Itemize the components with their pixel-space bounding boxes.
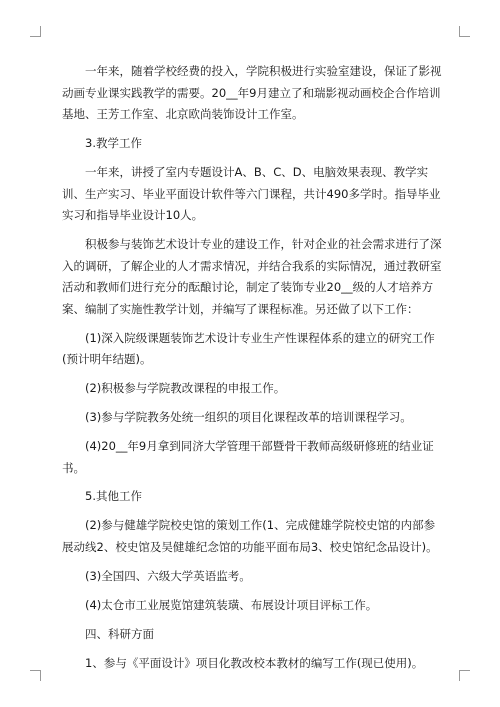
paragraph-major-construction: 积极参与装饰艺术设计专业的建设工作，针对企业的社会需求进行了深入的调研，了解企业的人才需求情况，并结合我系的实际情况，通过教研室活动和教师们进行充分的酝酿讨论，制定了装饰专业20__级的人才培养方案、编制了实施性教学计划，并编写了课程标准。另还做了以下工作： xyxy=(62,237,442,316)
document-body xyxy=(62,61,442,681)
list-item-certificate: (4)20__年9月拿到同济大学管理干部暨骨干教师高级研修班的结业证书。 xyxy=(62,438,434,475)
heading-other-work: 5.其他工作 xyxy=(85,489,142,504)
list-item-research-project: (1)深入院级课题装饰艺术设计专业生产性课程体系的建立的研究工作(预计明年结题)。 xyxy=(62,330,435,367)
crop-mark-bottom-left xyxy=(30,670,41,681)
list-item-reform-application: (2)积极参与学院教改课程的申报工作。 xyxy=(85,381,286,396)
crop-mark-top-left xyxy=(30,26,41,37)
paragraph-courses-taught: 一年来，讲授了室内专题设计A、B、C、D、电脑效果表现、教学实训、生产实习、毕业平面设计软件等六门课程，共计490多学时。指导毕业实习和指导毕业设计10人。 xyxy=(62,164,441,223)
list-item-exam-proctoring: (3)全国四、六级大学英语监考。 xyxy=(85,568,251,583)
heading-research: 四、科研方面 xyxy=(85,626,154,641)
crop-mark-bottom-right xyxy=(459,670,470,681)
crop-mark-top-right xyxy=(459,26,470,37)
heading-teaching-work: 3.教学工作 xyxy=(85,136,142,151)
paragraph-lab-construction: 一年来，随着学校经费的投入，学院积极进行实验室建设，保证了影视动画专业课实践教学的需要。20__年9月建立了和瑞影视动画校企合作培训基地、王芳工作室、北京欧尚装饰设计工作室。 xyxy=(62,64,442,122)
list-item-training-course: (3)参与学院教务处统一组织的项目化课程改革的培训课程学习。 xyxy=(85,410,412,425)
list-item-bid-evaluation: (4)太仓市工业展览馆建筑装璜、布展设计项目评标工作。 xyxy=(85,597,378,612)
list-item-history-museum: (2)参与健雄学院校史馆的策划工作(1、完成健雄学院校史馆的内部参展动线2、校史馆及吴健雄纪念馆的功能平面布局3、校史馆纪念品设计)。 xyxy=(62,518,438,554)
list-item-textbook: 1、参与《平面设计》项目化教改校本教材的编写工作(现已使用)。 xyxy=(85,655,424,670)
